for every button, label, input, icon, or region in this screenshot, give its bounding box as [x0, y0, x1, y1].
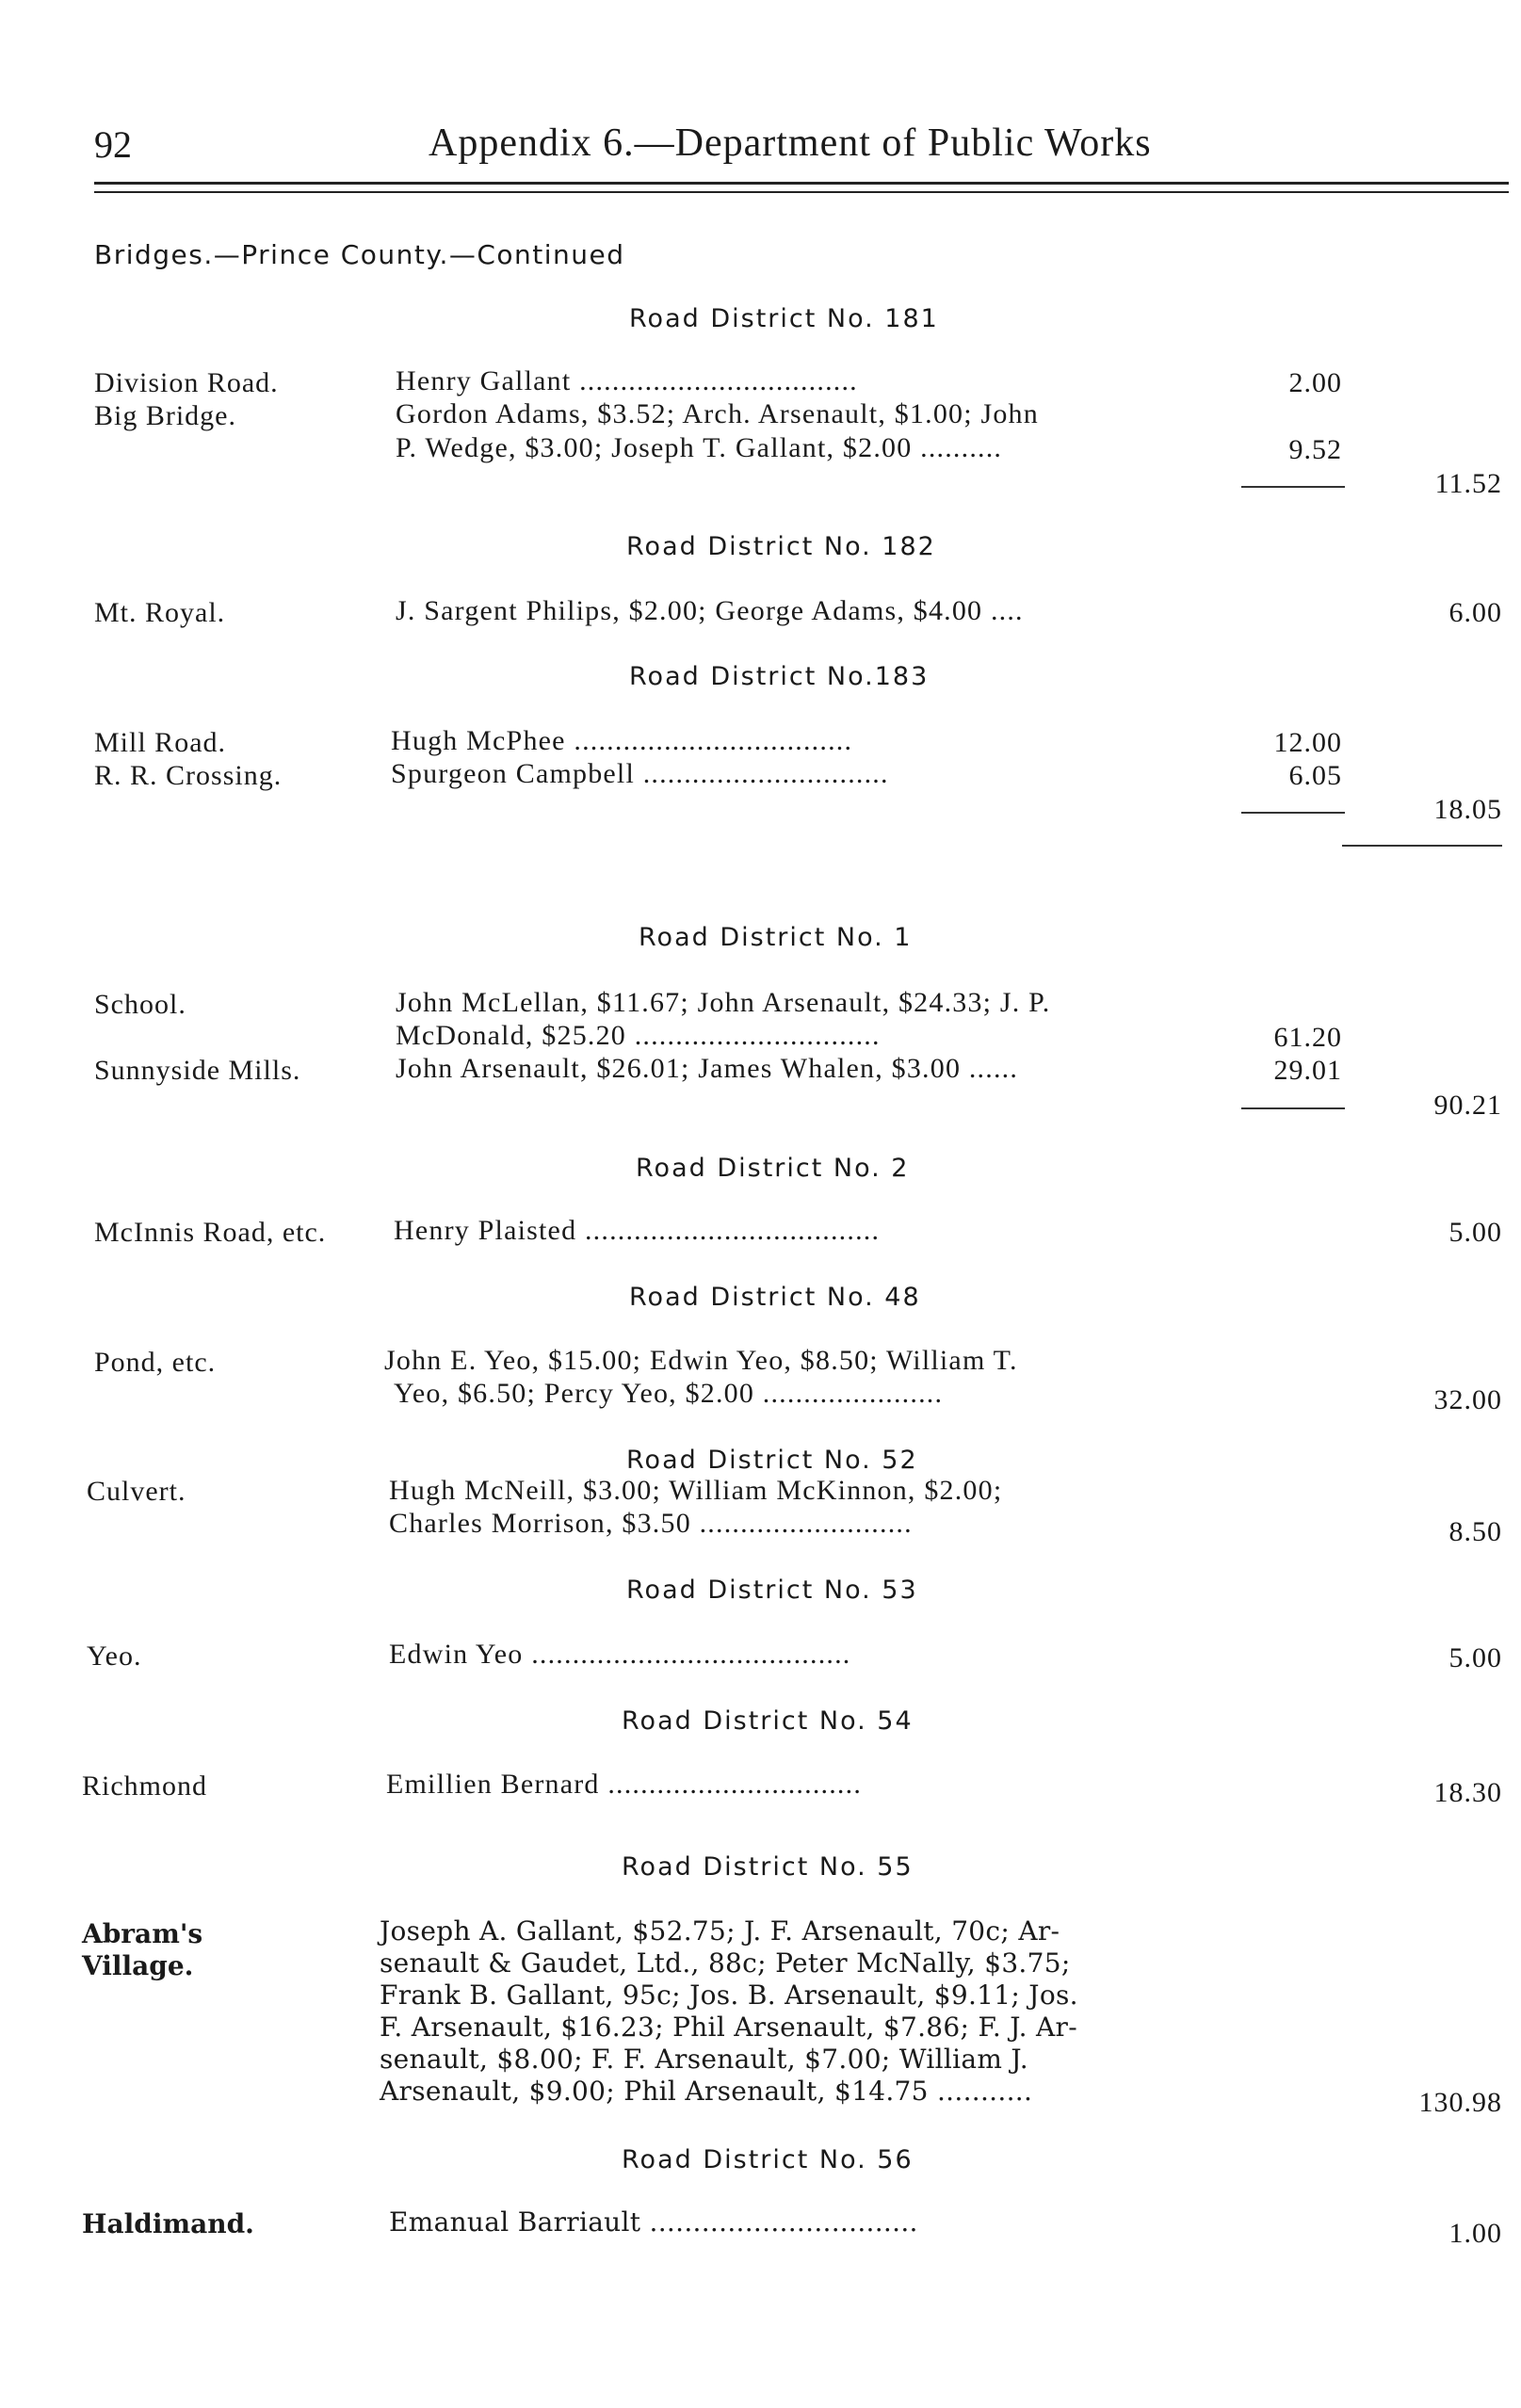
place-label: Yeo.	[87, 1640, 142, 1672]
entry-description: Emillien Bernard ...............................	[386, 1769, 863, 1800]
district-total: 6.00	[1448, 597, 1502, 628]
entry-description: John E. Yeo, $15.00; Edwin Yeo, $8.50; William T.	[384, 1345, 1018, 1376]
district-total: 5.00	[1448, 1642, 1502, 1673]
entry-description: John Arsenault, $26.01; James Whalen, $3.00 ......	[396, 1053, 1019, 1084]
entry-description: Edwin Yeo .......................................	[389, 1639, 851, 1670]
grand-total-rule	[1342, 845, 1502, 847]
entry-description: John McLellan, $11.67; John Arsenault, $24.33; J. P.	[396, 987, 1051, 1018]
district-heading-54: Road District No. 54	[622, 1706, 914, 1736]
place-label: Big Bridge.	[94, 400, 236, 431]
district-heading-181: Road District No. 181	[629, 304, 939, 333]
district-heading-182: Road District No. 182	[626, 532, 936, 561]
district-heading-52: Road District No. 52	[626, 1446, 918, 1475]
district-heading-183: Road District No.183	[629, 662, 930, 691]
entry-description: Hugh McPhee ..................................	[391, 725, 853, 756]
district-heading-53: Road District No. 53	[626, 1576, 918, 1605]
subtotal-rule	[1241, 486, 1345, 488]
place-label: McInnis Road, etc.	[94, 1217, 327, 1248]
page-number: 92	[94, 123, 132, 166]
header-rule-top	[94, 182, 1509, 185]
place-label: Culvert.	[87, 1476, 186, 1507]
entry-description: Gordon Adams, $3.52; Arch. Arsenault, $1.00; John	[396, 398, 1039, 429]
place-label: Mt. Royal.	[94, 597, 226, 628]
district-total: 130.98	[1418, 2087, 1502, 2118]
entry-amount: 12.00	[1273, 727, 1342, 758]
entry-description: McDonald, $25.20 ..............................	[396, 1020, 881, 1051]
place-label: Haldimand.	[82, 2208, 254, 2239]
place-label: Sunnyside Mills.	[94, 1055, 301, 1086]
district-heading-55: Road District No. 55	[622, 1852, 914, 1882]
entry-description: Arsenault, $9.00; Phil Arsenault, $14.75 ...........	[380, 2076, 1033, 2107]
entry-description: Spurgeon Campbell ..............................	[391, 758, 889, 789]
place-label: Division Road.	[94, 367, 279, 398]
entry-amount: 29.01	[1273, 1055, 1342, 1086]
entry-amount: 6.05	[1288, 760, 1342, 791]
place-label: Pond, etc.	[94, 1347, 217, 1378]
entry-amount: 2.00	[1288, 367, 1342, 398]
entry-description: Hugh McNeill, $3.00; William McKinnon, $2.00;	[389, 1475, 1003, 1506]
entry-amount: 61.20	[1273, 1022, 1342, 1053]
entry-description: Joseph A. Gallant, $52.75; J. F. Arsenault, 70c; Ar-	[380, 1915, 1060, 1947]
district-total: 18.30	[1433, 1777, 1502, 1808]
subtotal-rule	[1241, 1107, 1345, 1109]
district-total: 18.05	[1433, 794, 1502, 825]
district-total: 5.00	[1448, 1217, 1502, 1248]
district-total: 32.00	[1433, 1384, 1502, 1415]
district-heading-1: Road District No. 1	[639, 923, 913, 952]
entry-description: Frank B. Gallant, 95c; Jos. B. Arsenault, $9.11; Jos.	[380, 1980, 1078, 2011]
entry-description: Henry Gallant ..................................	[396, 365, 858, 396]
place-label: Abram's	[82, 1918, 203, 1949]
subtotal-rule	[1241, 812, 1345, 814]
entry-description: P. Wedge, $3.00; Joseph T. Gallant, $2.00 ..........	[396, 432, 1003, 463]
entry-amount: 9.52	[1288, 434, 1342, 465]
section-heading: Bridges.—Prince County.—Continued	[94, 239, 625, 270]
entry-description: Yeo, $6.50; Percy Yeo, $2.00 ......................	[394, 1378, 944, 1409]
header-rule-bottom	[94, 191, 1509, 193]
entry-description: Henry Plaisted ....................................	[394, 1215, 881, 1246]
entry-description: F. Arsenault, $16.23; Phil Arsenault, $7.86; F. J. Ar-	[380, 2012, 1077, 2043]
district-total: 8.50	[1448, 1516, 1502, 1547]
district-total: 1.00	[1448, 2218, 1502, 2249]
entry-description: Charles Morrison, $3.50 ..........................	[389, 1508, 913, 1539]
district-total: 90.21	[1433, 1090, 1502, 1121]
page-title: Appendix 6.—Department of Public Works	[429, 121, 1152, 165]
place-label: Richmond	[82, 1770, 207, 1802]
place-label: School.	[94, 989, 186, 1020]
entry-description: J. Sargent Philips, $2.00; George Adams, $4.00 ....	[396, 595, 1024, 626]
place-label: R. R. Crossing.	[94, 760, 283, 791]
entry-description: Emanual Barriault ...............................	[389, 2206, 918, 2238]
district-total: 11.52	[1434, 468, 1502, 499]
district-heading-56: Road District No. 56	[622, 2145, 914, 2174]
place-label: Mill Road.	[94, 727, 227, 758]
district-heading-2: Road District No. 2	[636, 1154, 910, 1183]
entry-description: senault & Gaudet, Ltd., 88c; Peter McNally, $3.75;	[380, 1947, 1071, 1979]
place-label: Village.	[82, 1950, 194, 1981]
entry-description: senault, $8.00; F. F. Arsenault, $7.00; William J.	[380, 2044, 1028, 2075]
district-heading-48: Road District No. 48	[629, 1283, 921, 1312]
